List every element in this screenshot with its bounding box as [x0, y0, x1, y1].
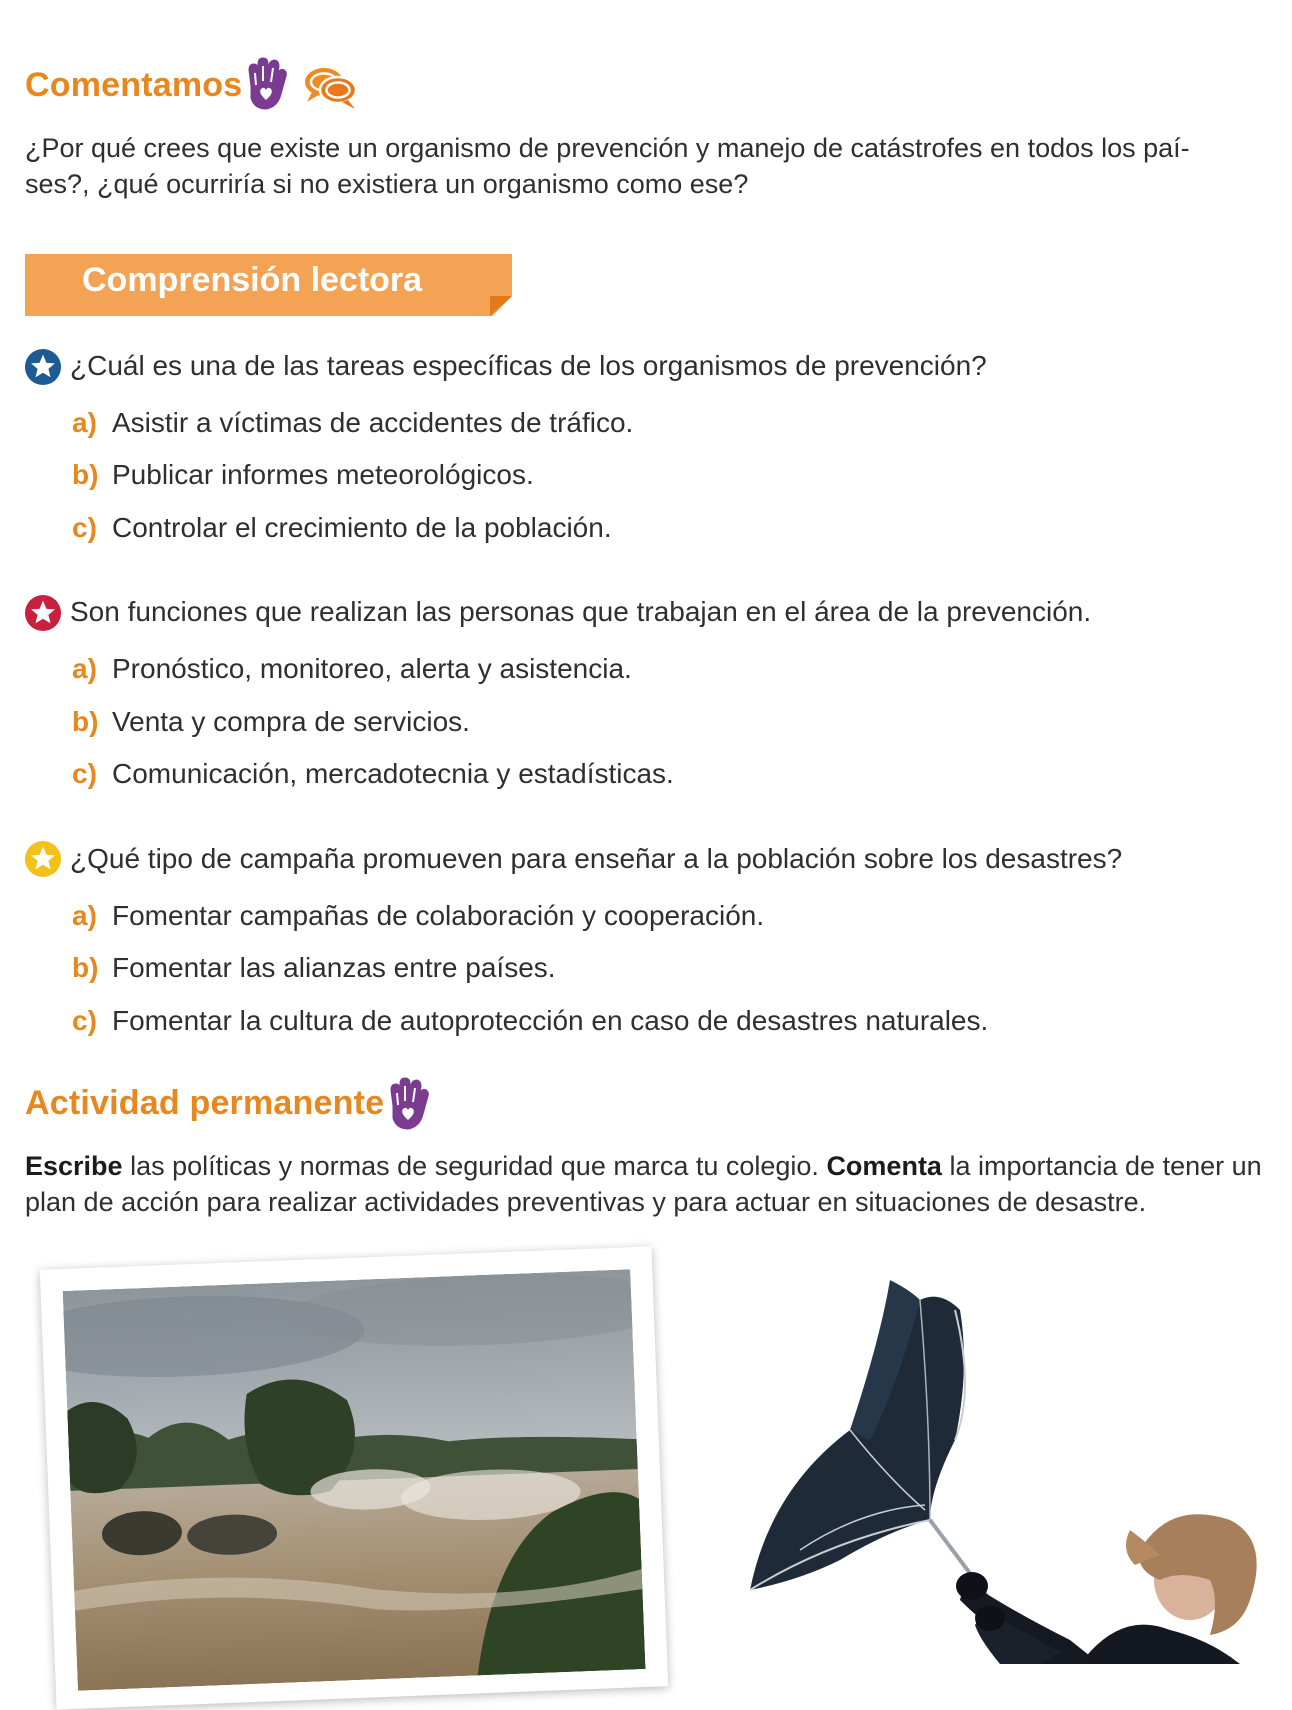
option-letter: a): [72, 900, 97, 931]
question-2-option-c: [72, 758, 674, 790]
option-text: Controlar el crecimiento de la población.: [112, 512, 612, 543]
question-3-option-a: [72, 900, 764, 932]
option-text: Fomentar la cultura de autoprotección en caso de desastres naturales.: [112, 1005, 989, 1036]
option-letter: b): [72, 706, 99, 737]
option-text: Asistir a víctimas de accidentes de tráfico.: [112, 407, 634, 438]
red-star-badge-icon: [24, 594, 62, 632]
bold-comenta: Comenta: [826, 1151, 942, 1181]
question-1-option-b: [72, 459, 534, 491]
flood-river-photo: [63, 1269, 646, 1691]
option-letter: c): [72, 758, 97, 789]
option-text: Comunicación, mercadotecnia y estadísticas.: [112, 758, 674, 789]
option-text: Venta y compra de servicios.: [112, 706, 470, 737]
actividad-text-1: las políticas y normas de seguridad que marca tu colegio.: [122, 1151, 827, 1181]
chat-bubbles-icon: [302, 62, 360, 112]
person-with-broken-umbrella: [740, 1280, 1292, 1664]
question-2: Son funciones que realizan las personas que trabajan en el área de la prevención.: [70, 596, 1092, 627]
comentamos-heading: Comentamos: [25, 66, 243, 104]
option-letter: b): [72, 459, 99, 490]
actividad-heading: Actividad permanente: [25, 1084, 385, 1122]
actividad-text-2: la importancia de tener un plan de acción para realizar actividades preventivas y para actuar en situaciones de desastre.: [25, 1151, 1262, 1217]
question-2-option-b: [72, 706, 470, 738]
option-letter: c): [72, 512, 97, 543]
question-1: ¿Cuál es una de las tareas específicas de los organismos de prevención?: [70, 350, 987, 381]
question-1-option-c: [72, 512, 612, 544]
question-1-option-a: [72, 407, 633, 439]
question-3-option-c: [72, 1005, 988, 1037]
comentamos-line-1: ¿Por qué crees que existe un organismo de prevención y manejo de catástrofes en todos los paí-: [25, 133, 1190, 163]
question-3-option-b: [72, 952, 556, 984]
hand-heart-icon: [382, 1076, 432, 1132]
comprension-title: Comprensión lectora: [82, 261, 423, 299]
option-letter: a): [72, 407, 97, 438]
actividad-text: [25, 1148, 1275, 1220]
option-text: Publicar informes meteorológicos.: [112, 459, 534, 490]
question-3: ¿Qué tipo de campaña promueven para enseñar a la población sobre los desastres?: [70, 843, 1123, 874]
blue-star-badge-icon: [24, 348, 62, 386]
option-text: Pronóstico, monitoreo, alerta y asistencia.: [112, 653, 632, 684]
yellow-star-badge-icon: [24, 840, 62, 878]
option-letter: c): [72, 1005, 97, 1036]
question-2-option-a: [72, 653, 632, 685]
option-letter: b): [72, 952, 99, 983]
bold-escribe: Escribe: [25, 1151, 123, 1181]
option-text: Fomentar campañas de colaboración y cooperación.: [112, 900, 765, 931]
comentamos-line-2: ses?, ¿qué ocurriría si no existiera un organismo como ese?: [25, 169, 749, 199]
hand-heart-icon: [240, 56, 290, 112]
option-letter: a): [72, 653, 97, 684]
comentamos-text: [25, 130, 1265, 202]
option-text: Fomentar las alianzas entre países.: [112, 952, 556, 983]
flood-photo-frame: [40, 1246, 668, 1709]
